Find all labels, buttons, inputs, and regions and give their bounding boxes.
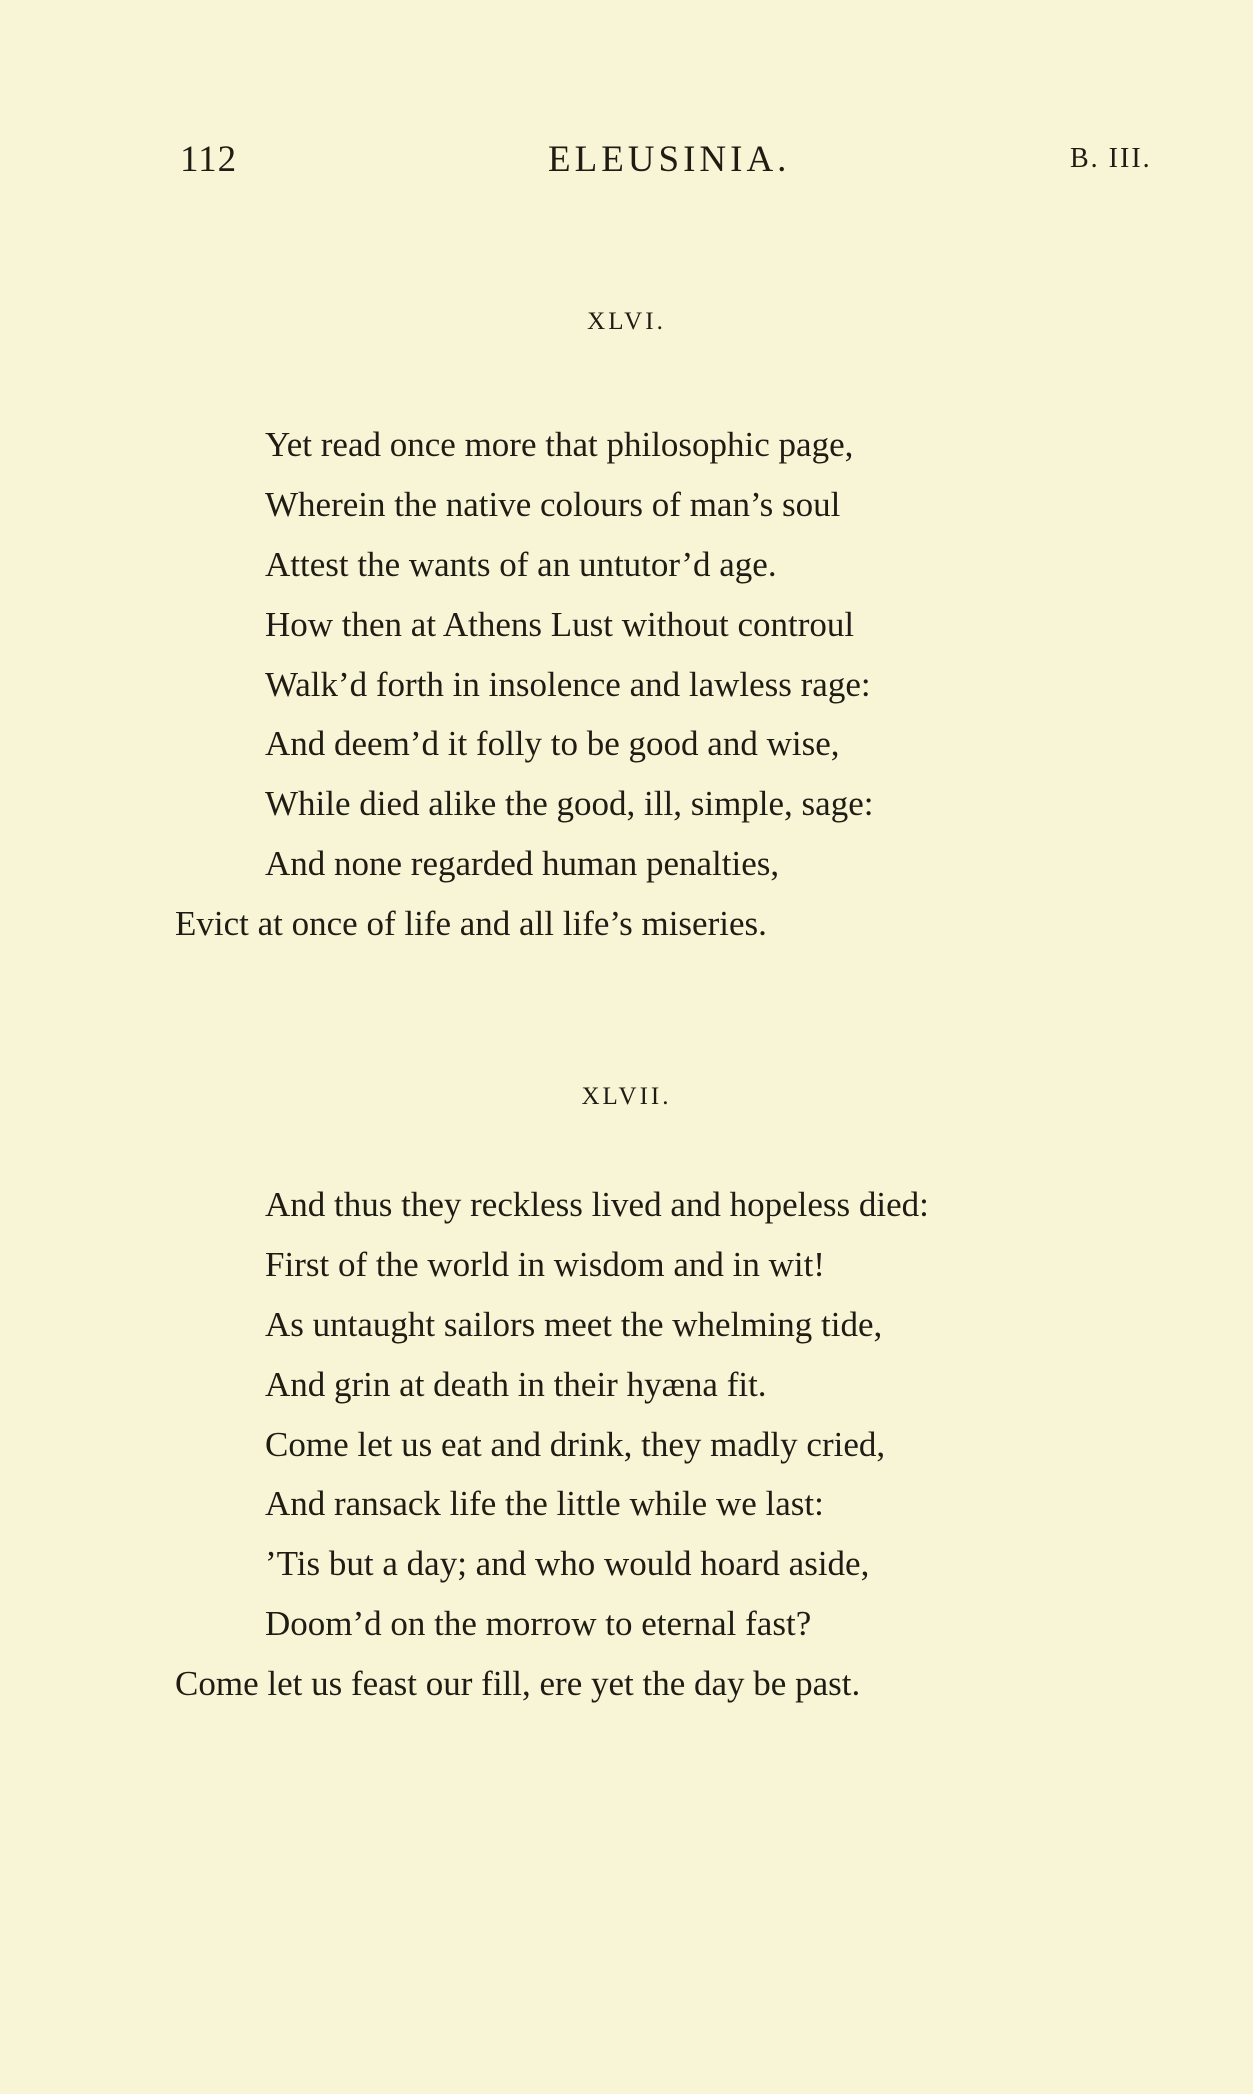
- verse-line: And grin at death in their hyæna fit.: [265, 1365, 767, 1404]
- verse-line: Wherein the native colours of man’s soul: [265, 485, 841, 524]
- book-reference: B. III.: [1070, 143, 1152, 174]
- verse-line: Doom’d on the morrow to eternal fast?: [265, 1604, 812, 1643]
- verse-line: As untaught sailors meet the whelming tide,: [265, 1305, 883, 1344]
- running-head: ELEUSINIA.: [548, 139, 791, 180]
- verse-line: Come let us eat and drink, they madly cried,: [265, 1425, 886, 1464]
- stanza-number: XLVII.: [581, 1083, 672, 1110]
- verse-line: And deem’d it folly to be good and wise,: [265, 724, 840, 763]
- verse-line: And none regarded human penalties,: [265, 844, 780, 883]
- verse-line: Evict at once of life and all life’s miseries.: [175, 904, 767, 943]
- stanza-number: XLVI.: [587, 308, 666, 335]
- verse-line: Yet read once more that philosophic page,: [265, 425, 854, 464]
- verse-line: ’Tis but a day; and who would hoard aside,: [265, 1544, 870, 1583]
- verse-line: And ransack life the little while we last:: [265, 1484, 824, 1523]
- verse-line: While died alike the good, ill, simple, sage:: [265, 784, 874, 823]
- verse-line: Come let us feast our fill, ere yet the day be past.: [175, 1664, 861, 1703]
- page-number: 112: [180, 139, 238, 180]
- verse-line: And thus they reckless lived and hopeless died:: [265, 1185, 929, 1224]
- verse-line: How then at Athens Lust without controul: [265, 605, 855, 644]
- verse-line: Walk’d forth in insolence and lawless rage:: [265, 665, 871, 704]
- verse-line: Attest the wants of an untutor’d age.: [265, 545, 777, 584]
- verse-line: First of the world in wisdom and in wit!: [265, 1245, 825, 1284]
- page-header: [0, 138, 1253, 188]
